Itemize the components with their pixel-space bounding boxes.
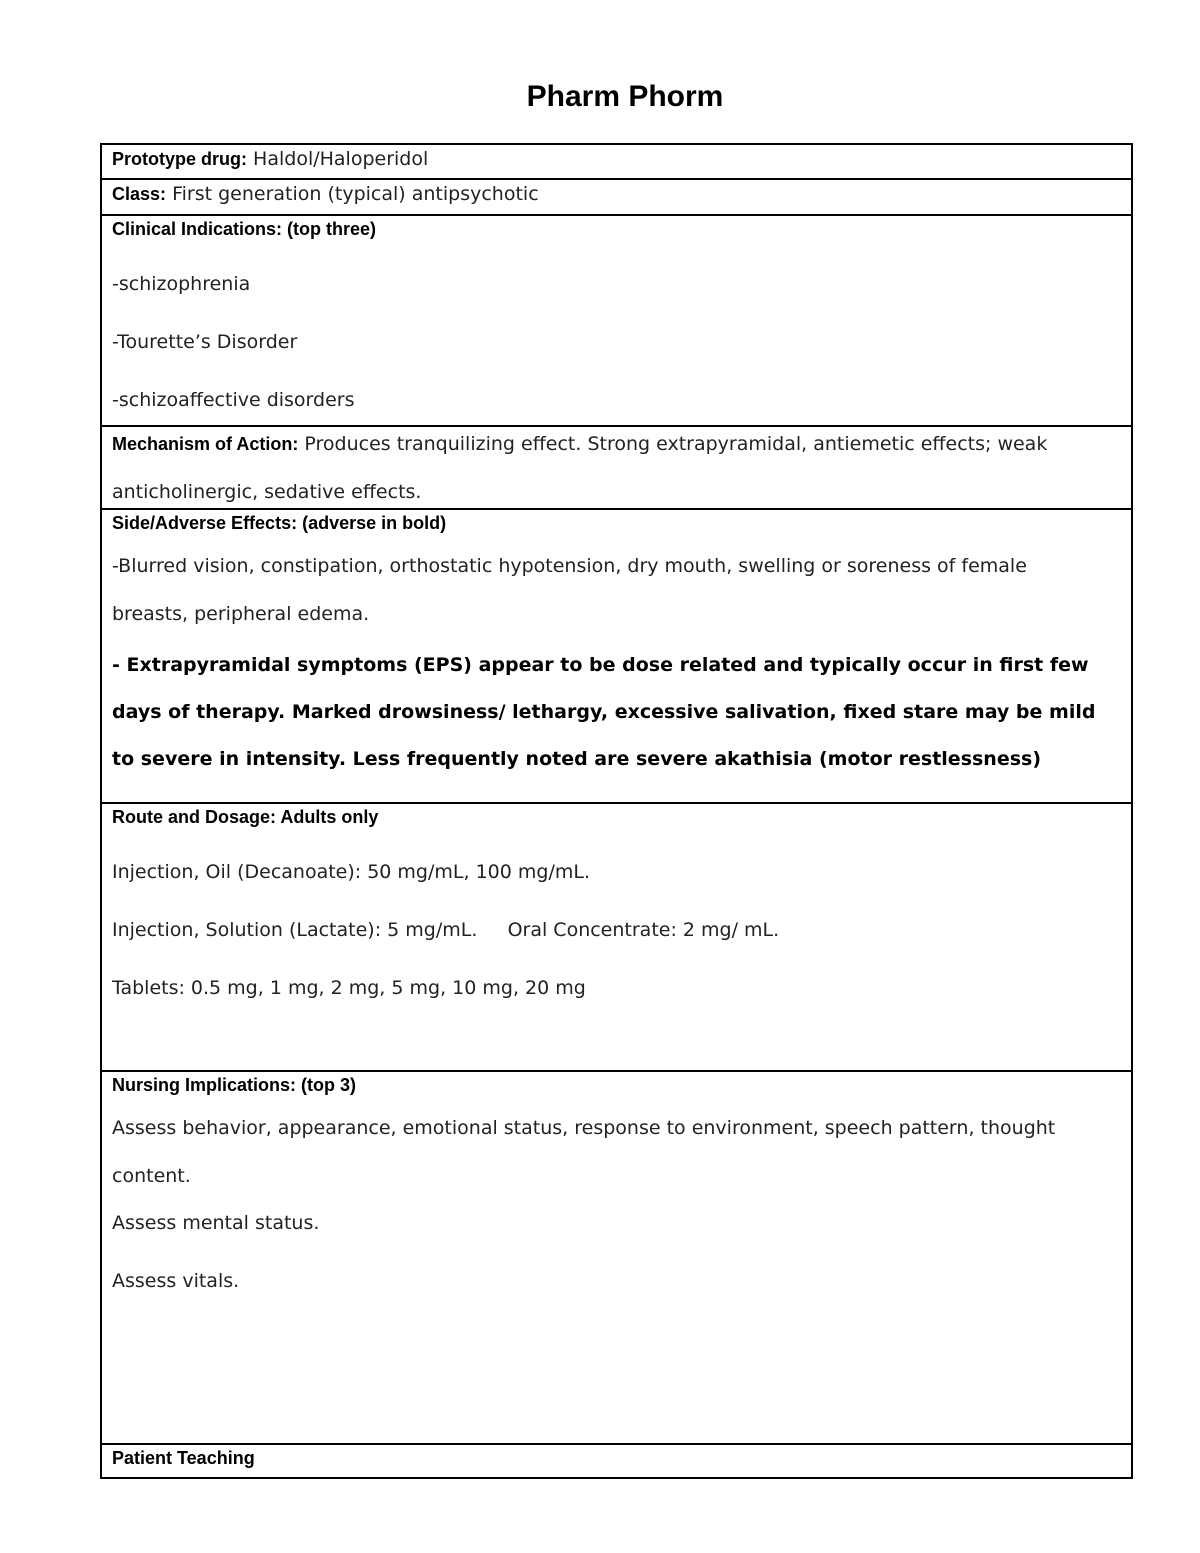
teaching-label: Patient Teaching [112,1448,255,1468]
indication-item: -schizoaffective disorders [112,389,355,411]
mechanism-row [100,427,1133,510]
nursing-item: Assess mental status. [112,1212,320,1234]
adverse-effects-text: - Extrapyramidal symptoms (EPS) appear to be dose related and typically occur in first few days of therapy. Marked drowsiness/ lethargy, excessive salivation, fixed stare may be mild to severe in intensity. Less frequently noted are severe akathisia (motor restlessness) [112,654,1096,770]
pharm-form-table [100,143,1133,1479]
mechanism-text: Produces tranquilizing effect. Strong extrapyramidal, antiemetic effects; weak anticholinergic, sedative effects. [112,433,1048,503]
nursing-item: Assess behavior, appearance, emotional status, response to environment, speech pattern, thought content. [112,1117,1056,1187]
class-value: First generation (typical) antipsychotic [172,183,539,205]
nursing-implications-row [100,1072,1133,1445]
dosage-line: Injection, Solution (Lactate): 5 mg/mL. Oral Concentrate: 2 mg/ mL. [112,919,780,941]
route-dosage-row [100,804,1133,1072]
route-label: Route and Dosage: Adults only [112,807,379,827]
nursing-label: Nursing Implications: (top 3) [112,1075,357,1095]
indications-label: Clinical Indications: (top three) [112,219,377,239]
dosage-line: Tablets: 0.5 mg, 1 mg, 2 mg, 5 mg, 10 mg, 20 mg [112,977,586,999]
patient-teaching-row [100,1445,1133,1479]
prototype-value: Haldol/Haloperidol [253,148,429,170]
class-row [100,180,1133,216]
indication-item: -schizophrenia [112,273,251,295]
class-label: Class: [112,184,167,204]
mechanism-label: Mechanism of Action: [112,434,299,454]
indication-item: -Tourette’s Disorder [112,331,298,353]
indications-row [100,216,1133,427]
nursing-item: Assess vitals. [112,1270,240,1292]
side-effects-label: Side/Adverse Effects: (adverse in bold) [112,513,447,533]
side-effects-row [100,510,1133,804]
page-title: Pharm Phorm [526,80,724,113]
side-effects-text: -Blurred vision, constipation, orthostatic hypotension, dry mouth, swelling or soreness of female breasts, peripheral edema. [112,555,1027,625]
prototype-row [100,143,1133,180]
prototype-label: Prototype drug: [112,149,247,169]
dosage-line: Injection, Oil (Decanoate): 50 mg/mL, 100 mg/mL. [112,861,590,883]
